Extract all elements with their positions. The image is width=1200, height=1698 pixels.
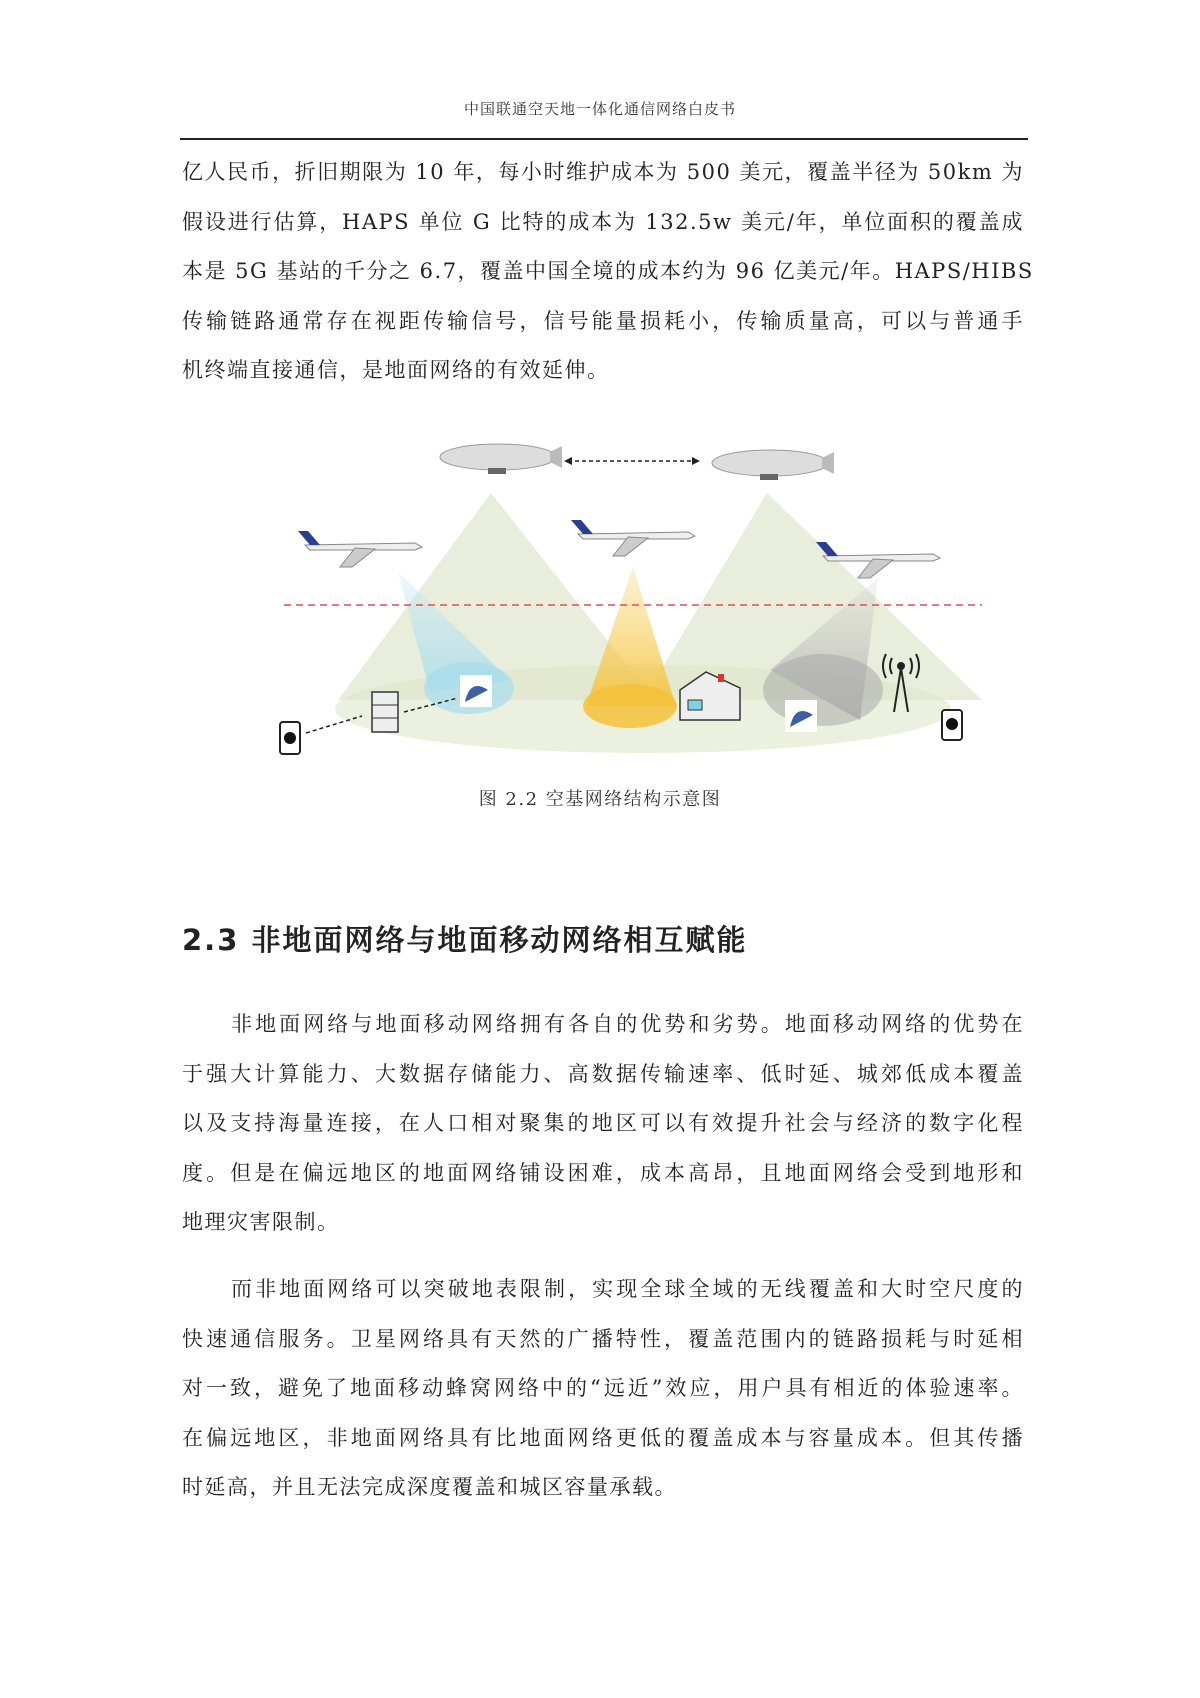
- grey-beam-footprint: [763, 654, 883, 726]
- text-line: 假设进行估算，HAPS 单位 G 比特的成本为 132.5w 美元/年，单位面积的覆盖成: [182, 209, 1024, 234]
- paragraph-2: [182, 1006, 1024, 1254]
- text-line: 时延高，并且无法完成深度覆盖和城区容量承载。: [182, 1475, 677, 1499]
- phone-icon: [280, 722, 300, 754]
- airplane-icon: [298, 531, 422, 567]
- text-line: 非地面网络与地面移动网络拥有各自的优势和劣势。地面移动网络的优势在: [231, 1012, 1024, 1036]
- text-line: 于强大计算能力、大数据存储能力、高数据传输速率、低时延、城郊低成本覆盖: [182, 1061, 1024, 1086]
- text-line: 地理灾害限制。: [182, 1210, 340, 1234]
- blimp-icon: [440, 444, 562, 474]
- satellite-dish-icon: [460, 675, 492, 707]
- running-header: 中国联通空天地一体化通信网络白皮书: [463, 100, 736, 118]
- text-line: 本是 5G 基站的千分之 6.7，覆盖中国全境的成本约为 96 亿美元/年。HAPS/HIBS: [182, 259, 1034, 283]
- satellite-dish-icon: [785, 700, 817, 732]
- text-line: 亿人民币，折旧期限为 10 年，每小时维护成本为 500 美元，覆盖半径为 50km 为: [182, 160, 1024, 184]
- text-line: 以及支持海量连接，在人口相对聚集的地区可以有效提升社会与经济的数字化程: [182, 1111, 1024, 1135]
- server-icon: [372, 692, 398, 732]
- airplane-icon: [571, 520, 695, 556]
- text-line: 度。但是在偏远地区的地面网络铺设困难，成本高昂，且地面网络会受到地形和: [182, 1160, 1024, 1185]
- paragraph-3: [182, 1271, 1024, 1519]
- phone-icon: [942, 710, 962, 740]
- text-line: 快速通信服务。卫星网络具有天然的广播特性，覆盖范围内的链路损耗与时延相: [182, 1326, 1024, 1351]
- yellow-beam-footprint: [583, 684, 677, 728]
- text-line: 而非地面网络可以突破地表限制，实现全球全域的无线覆盖和大时空尺度的: [231, 1277, 1024, 1301]
- text-line: 对一致，避免了地面移动蜂窝网络中的“远近”效应，用户具有相近的体验速率。: [182, 1376, 1024, 1400]
- blimp-icon: [712, 450, 834, 480]
- text-line: 传输链路通常存在视距传输信号，信号能量损耗小，传输质量高，可以与普通手: [182, 308, 1024, 333]
- phone-server-link-arrow: [306, 716, 362, 733]
- text-line: 机终端直接通信，是地面网络的有效延伸。: [182, 358, 610, 382]
- text-line: 在偏远地区，非地面网络具有比地面网络更低的覆盖成本与容量成本。但其传播: [182, 1425, 1024, 1450]
- figure-caption: 图 2.2 空基网络结构示意图: [478, 789, 722, 810]
- section-heading: 2.3 非地面网络与地面移动网络相互赋能: [182, 923, 748, 957]
